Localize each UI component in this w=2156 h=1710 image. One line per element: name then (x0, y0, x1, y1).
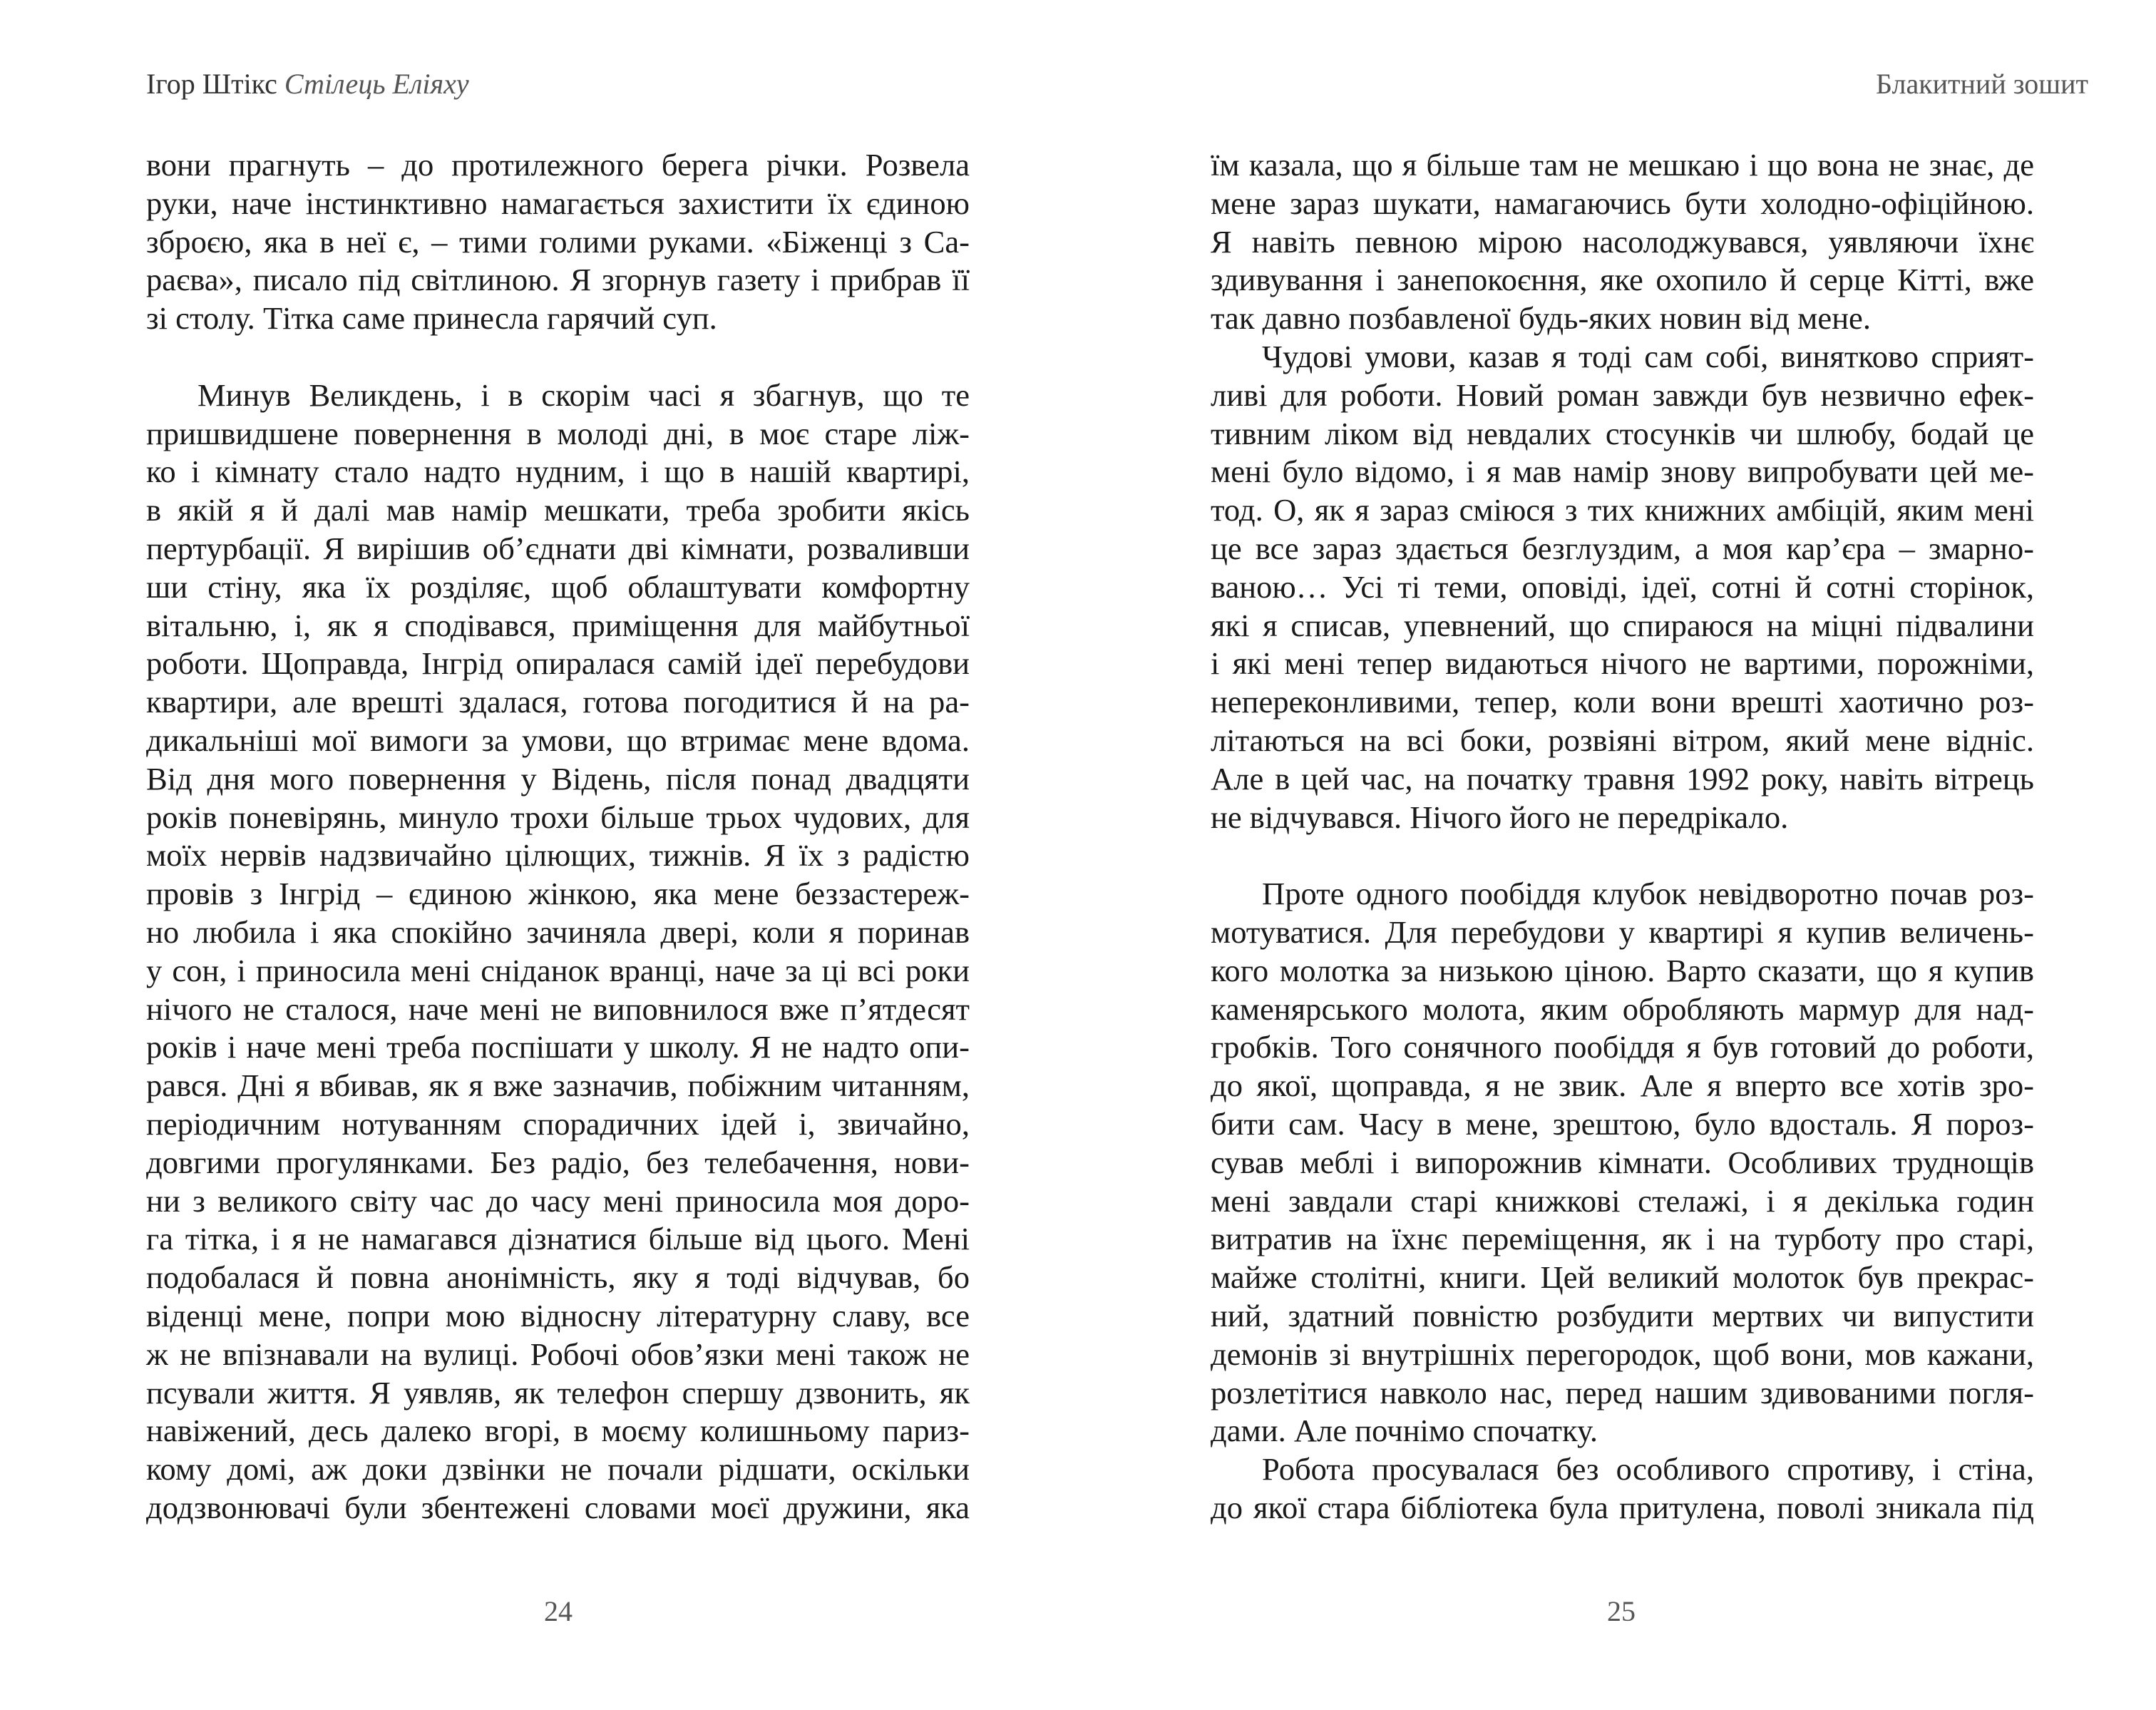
text-line: ливі для роботи. Новий роман завжди був незвично ефек- (1211, 377, 2034, 413)
running-head-left (146, 70, 469, 98)
text-line: майже столітні, книги. Цей великий молоток був прекрас- (1211, 1259, 2034, 1296)
text-line: до якої, щоправда, я не звик. Але я вперто все хотів зро- (1211, 1068, 2034, 1104)
left-page-body (146, 146, 970, 1527)
text-line: руки, наче інстинктивно намагається захистити їх єдиною (146, 185, 970, 221)
text-line: тивним ліком від невдалих стосунків чи шлюбу, бодай це (1211, 415, 2034, 451)
right-page (1078, 0, 2156, 1710)
text-line: мені завдали старі книжкові стелажі, і я декілька годин (1211, 1182, 2034, 1219)
text-line: рався. Дні я вбивав, як я вже зазначив, побіжним читанням, (146, 1068, 970, 1104)
text-line: вітальню, і, як я сподівався, приміщення для майбутньої (146, 607, 970, 643)
text-line: ний, здатний повністю розбудити мертвих чи випустити (1211, 1297, 2034, 1333)
text-line: моїх нервів надзвичайно цілющих, тижнів. Я їх з радістю (146, 837, 970, 874)
text-line: кого молотка за низькою ціною. Варто сказати, що я купив (1211, 952, 2034, 988)
running-head-book-title: Стілець Еліяху (284, 68, 469, 100)
text-line: в якій я й далі мав намір мешкати, треба зробити якісь (146, 492, 970, 528)
text-line: гробків. Того сонячного пообіддя я був готовий до роботи, (1211, 1029, 2034, 1065)
text-line: ко і кімнату стало надто нудним, і що в нашій квартирі, (146, 454, 970, 490)
text-line: вони прагнуть – до протилежного берега річки. Розвела (146, 147, 970, 183)
text-line: це все зараз здається безглуздим, а моя кар’єра – змарно- (1211, 530, 2034, 566)
text-line: мене зараз шукати, намагаючись бути холодно-офіційною. (1211, 185, 2034, 221)
text-line: мені було відомо, і я мав намір знову випробувати цей ме- (1211, 454, 2034, 490)
text-line: здивування і занепокоєння, яке охопило й серце Кітті, вже (1211, 262, 2034, 298)
text-line: їм казала, що я більше там не мешкаю і що вона не знає, де (1211, 147, 2034, 183)
text-line: років поневірянь, минуло трохи більше трьох чудових, для (146, 799, 970, 835)
text-line: літаються на всі боки, розвіяні вітром, який мене відніс. (1211, 722, 2034, 758)
text-line: тод. О, як я зараз сміюся з тих книжних амбіцій, яким мені (1211, 492, 2034, 528)
text-line: ши стіну, яка їх розділяє, щоб облаштувати комфортну (146, 568, 970, 605)
text-line: раєва», писало під світлиною. Я згорнув газету і прибрав її (146, 262, 970, 298)
text-line: кому домі, аж доки дзвінки не почали рідшати, оскільки (146, 1451, 970, 1488)
text-line: Минув Великдень, і в скорім часі я збагнув, що те (197, 377, 970, 413)
text-line: розлетітися навколо нас, перед нашим здивованими погля- (1211, 1374, 2034, 1411)
text-line: так давно позбавленої будь-яких новин від мене. (1211, 300, 1871, 337)
text-line: Чудові умови, казав я тоді сам собі, винятково сприят- (1262, 338, 2034, 374)
text-line: мотуватися. Для перебудови у квартирі я купив величень- (1211, 913, 2034, 950)
page-number-left: 24 (544, 1595, 573, 1627)
text-line: зі столу. Тітка саме принесла гарячий суп. (146, 300, 717, 337)
text-line: віденці мене, попри мою відносну літературну славу, все (146, 1297, 970, 1333)
running-head-right (1876, 70, 2088, 98)
text-line: сував меблі і випорожнив кімнати. Особливих труднощів (1211, 1144, 2034, 1180)
text-line: подобалася й повна анонімність, яку я тоді відчував, бо (146, 1259, 970, 1296)
text-line: квартири, але врешті здалася, готова погодитися й на ра- (146, 684, 970, 720)
text-line: Я навіть певною мірою насолоджувався, уявляючи їхнє (1211, 223, 2034, 260)
text-line: які я списав, упевнений, що спираюся на міцні підвалини (1211, 607, 2034, 643)
text-line: Але в цей час, на початку травня 1992 року, навіть вітрець (1211, 760, 2034, 797)
text-line: довгими прогулянками. Без радіо, без телебачення, нови- (146, 1144, 970, 1180)
page-number-right: 25 (1607, 1595, 1636, 1627)
text-line: Від дня мого повернення у Відень, після понад двадцяти (146, 760, 970, 797)
text-line: демонів зі внутрішніх перегородок, щоб вони, мов кажани, (1211, 1336, 2034, 1372)
text-line: періодичним нотуванням спорадичних ідей і, звичайно, (146, 1105, 970, 1142)
text-line: до якої стара бібліотека була притулена, поволі зникала під (1211, 1489, 2034, 1525)
text-line: псували життя. Я уявляв, як телефон спершу дзвонить, як (146, 1374, 970, 1411)
text-line: витратив на їхнє переміщення, як і на турботу про старі, (1211, 1221, 2034, 1257)
text-line: каменярського молота, яким обробляють мармур для над- (1211, 990, 2034, 1027)
text-line: у сон, і приносила мені сніданок вранці, наче за ці всі роки (146, 952, 970, 988)
section-break (1211, 836, 2034, 875)
text-line: навіжений, десь далеко вгорі, в моєму колишньому париз- (146, 1413, 970, 1449)
running-head-section-title: Блакитний зошит (1876, 68, 2088, 100)
running-head-author: Ігор Штікс (146, 68, 277, 100)
text-line: нічого не сталося, наче мені не виповнилося вже п’ятдесят (146, 990, 970, 1027)
text-line: ни з великого світу час до часу мені приносила моя доро- (146, 1182, 970, 1219)
text-line: непереконливими, тепер, коли вони врешті хаотично роз- (1211, 684, 2034, 720)
text-line: пришвидшене повернення в молоді дні, в моє старе ліж- (146, 415, 970, 451)
text-line: додзвонювачі були збентежені словами моєї дружини, яка (146, 1489, 970, 1525)
text-line: га тітка, і я не намагався дізнатися більше від цього. Мені (146, 1221, 970, 1257)
text-line: но любила і яка спокійно зачиняла двері, коли я поринав (146, 913, 970, 950)
right-page-body (1211, 146, 2034, 1527)
text-line: зброєю, яка в неї є, – тими голими руками. «Біженці з Са- (146, 223, 970, 260)
section-break (146, 338, 970, 377)
text-line: років і наче мені треба поспішати у школу. Я не надто опи- (146, 1029, 970, 1065)
text-line: дикальніші мої вимоги за умови, що втримає мене вдома. (146, 722, 970, 758)
text-line: Проте одного пообіддя клубок невідворотно почав роз- (1262, 876, 2034, 912)
text-line: не відчувався. Нічого його не передрікало. (1211, 799, 1789, 835)
text-line: провів з Інгрід – єдиною жінкою, яка мене беззастереж- (146, 876, 970, 912)
text-line: роботи. Щоправда, Інгрід опиралася самій ідеї перебудови (146, 645, 970, 682)
text-line: Робота просувалася без особливого спротиву, і стіна, (1262, 1451, 2034, 1488)
text-line: і які мені тепер видаються нічого не вартими, порожніми, (1211, 645, 2034, 682)
text-line: бити сам. Часу в мене, зрештою, було вдосталь. Я пороз- (1211, 1105, 2034, 1142)
text-line: пертурбації. Я вирішив об’єднати дві кімнати, розваливши (146, 530, 970, 566)
text-line: ваною… Усі ті теми, оповіді, ідеї, сотні й сотні сторінок, (1211, 568, 2034, 605)
text-line: ж не впізнавали на вулиці. Робочі обов’язки мені також не (146, 1336, 970, 1372)
text-line: дами. Але почнімо спочатку. (1211, 1413, 1598, 1449)
